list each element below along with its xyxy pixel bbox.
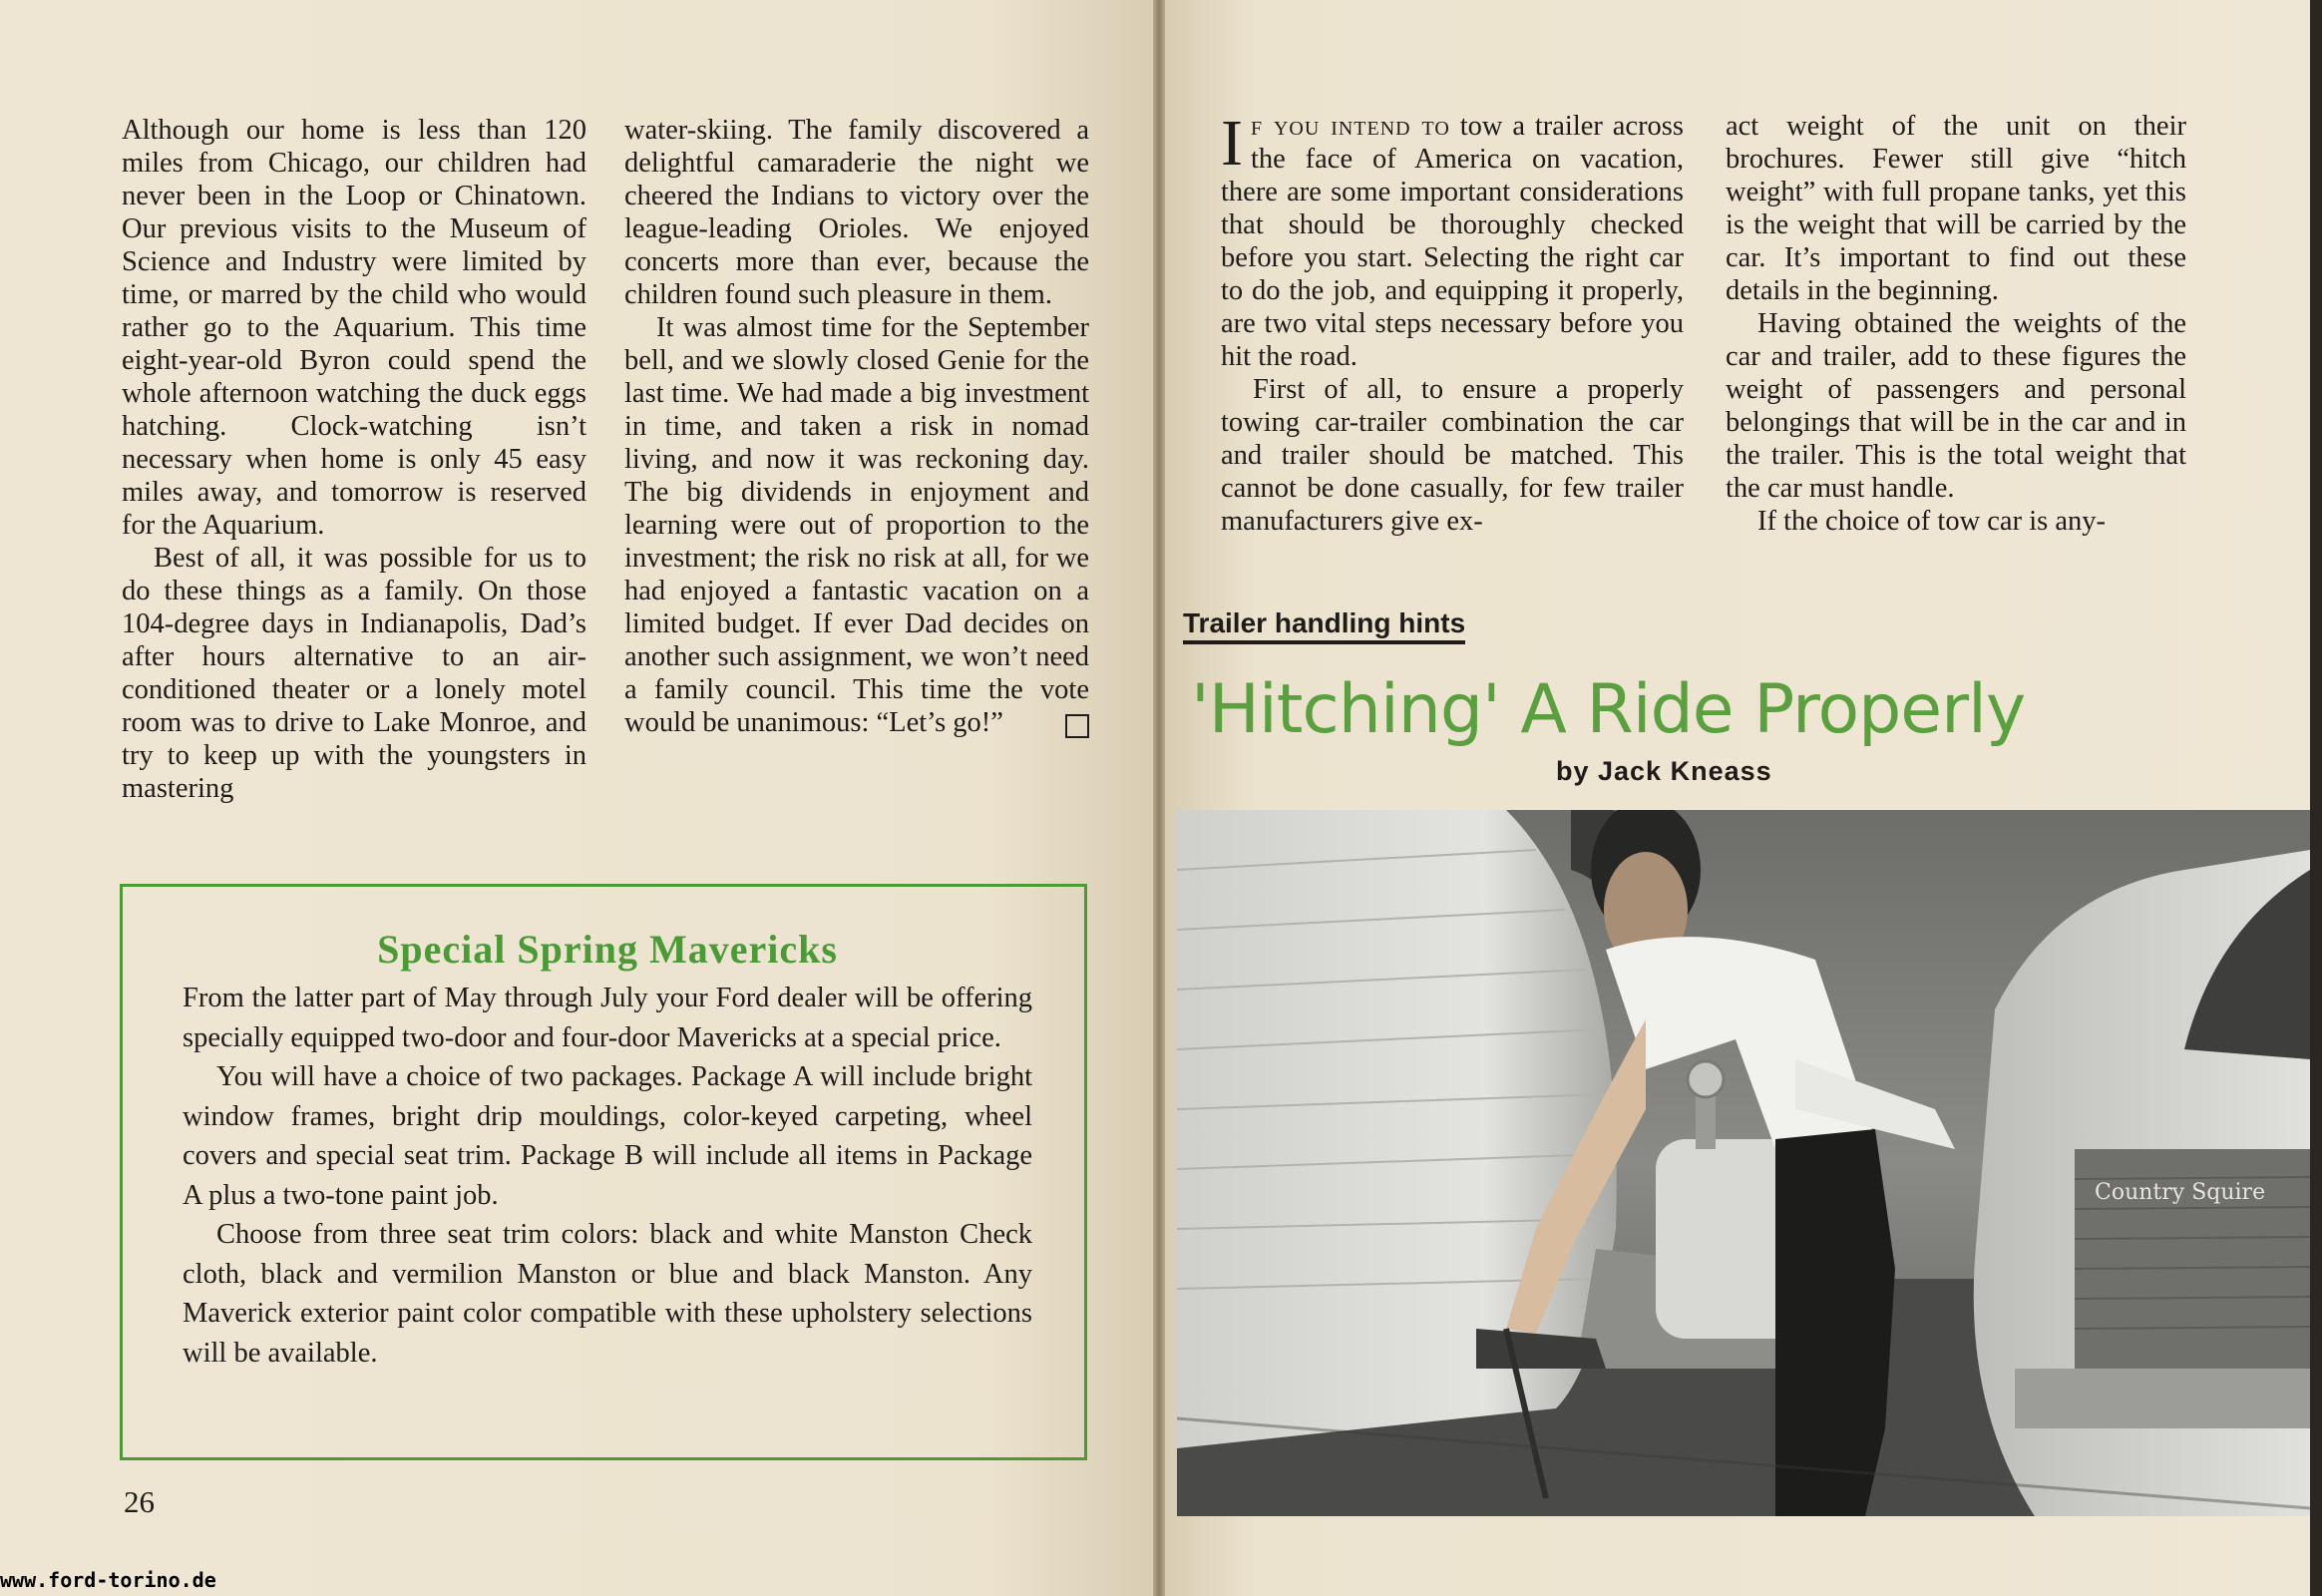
lead-text: tow a trailer across the face of America on vacation, there are some important considerations that should be thoroughly checked before you start. Selecting the right car to do the job, and equipping it properly, are two vital steps necessary before you hit the road. <box>1221 111 1684 372</box>
paragraph: act weight of the unit on their brochures. Fewer still give “hitch weight” with full propane tanks, yet this is the weight that will be carried by the car. It’s important to find out these details in the beginning. <box>1726 111 2186 306</box>
paragraph: Having obtained the weights of the car and trailer, add to these figures the weight of passengers and personal belongings that will be in the car and in the trailer. This is the total weight that the car must handle. <box>1726 308 2186 504</box>
sidebar-paragraph: Choose from three seat trim colors: black and white Manston Check cloth, black and vermilion Manston or blue and black Manston. Any Maverick exterior paint color compatible with these upholstery selections will be available. <box>183 1219 1032 1369</box>
end-mark-icon <box>1065 714 1089 738</box>
paragraph: First of all, to ensure a properly towing car-trailer combination the car and trailer should be matched. This cannot be done casually, for few trailer manufacturers give ex- <box>1221 374 1684 537</box>
trailer-hitch-photo <box>1177 810 2310 1516</box>
left-column-2 <box>624 114 1089 739</box>
headline: 'Hitching' A Ride Properly <box>1191 670 2026 749</box>
paragraph-text: It was almost time for the September bell, and we slowly closed Genie for the last time. We had made a big investment in time, and taken a risk in nomad living, and now it was reckoning day. The big dividends in enjoyment and learning were out of proportion to the investment; the risk no risk at all, for we had enjoyed a fantastic vacation on a limited budget. If ever Dad decides on another such assignment, we won’t need a family council. This time the vote would be unanimous: “Let’s go!” <box>624 312 1089 738</box>
drop-cap: I <box>1221 107 1243 180</box>
right-column-1 <box>1221 107 1684 538</box>
page-edge <box>2310 0 2322 1596</box>
paragraph <box>624 311 1089 739</box>
sidebar-paragraph: From the latter part of May through July your Ford dealer will be offering specially equipped two-door and four-door Mavericks at a special price. <box>183 983 1032 1053</box>
book-spine <box>1153 0 1165 1596</box>
paragraph: Although our home is less than 120 miles from Chicago, our children had never been in the Loop or Chinatown. Our previous visits to the Museum of Science and Industry were limited by time, or marred by the child who would rather go to the Aquarium. This time eight-year-old Byron could spend the whole afternoon watching the duck eggs hatching. Clock-watching isn’t necessary when home is only 45 easy miles away, and tomorrow is reserved for the Aquarium. <box>122 115 586 541</box>
lead-paragraph <box>1221 107 1684 373</box>
left-column-1 <box>122 114 586 805</box>
sidebar-box <box>120 884 1087 1460</box>
country-squire-badge: Country Squire <box>2095 1180 2266 1205</box>
right-column-2 <box>1726 110 2186 538</box>
paragraph: If the choice of tow car is any- <box>1757 506 2106 537</box>
paragraph: Best of all, it was possible for us to do these things as a family. On those 104-degree days in Indianapolis, Dad’s after hours alternative to an air-conditioned theater or a lonely motel room was to drive to Lake Monroe, and try to keep up with the youngsters in mastering <box>122 543 586 804</box>
sidebar-title: Special Spring Mavericks <box>377 927 838 972</box>
left-page <box>0 0 1155 1596</box>
kicker: Trailer handling hints <box>1183 606 1465 644</box>
lead-smallcaps: f you intend to <box>1250 111 1450 142</box>
sidebar-paragraph: You will have a choice of two packages. Package A will include bright window frames, bright drip mouldings, color-keyed carpeting, wheel covers and special seat trim. Package B will include all items in Package A plus a two-tone paint job. <box>183 1061 1032 1211</box>
watermark-url: www.ford-torino.de <box>0 1568 216 1592</box>
paragraph: water-skiing. The family discovered a delightful camaraderie the night we cheered the Indians to victory over the league-leading Orioles. We enjoyed concerts more than ever, because the children found such pleasure in them. <box>624 115 1089 310</box>
page-number: 26 <box>124 1484 155 1519</box>
byline: by Jack Kneass <box>1556 756 1772 786</box>
